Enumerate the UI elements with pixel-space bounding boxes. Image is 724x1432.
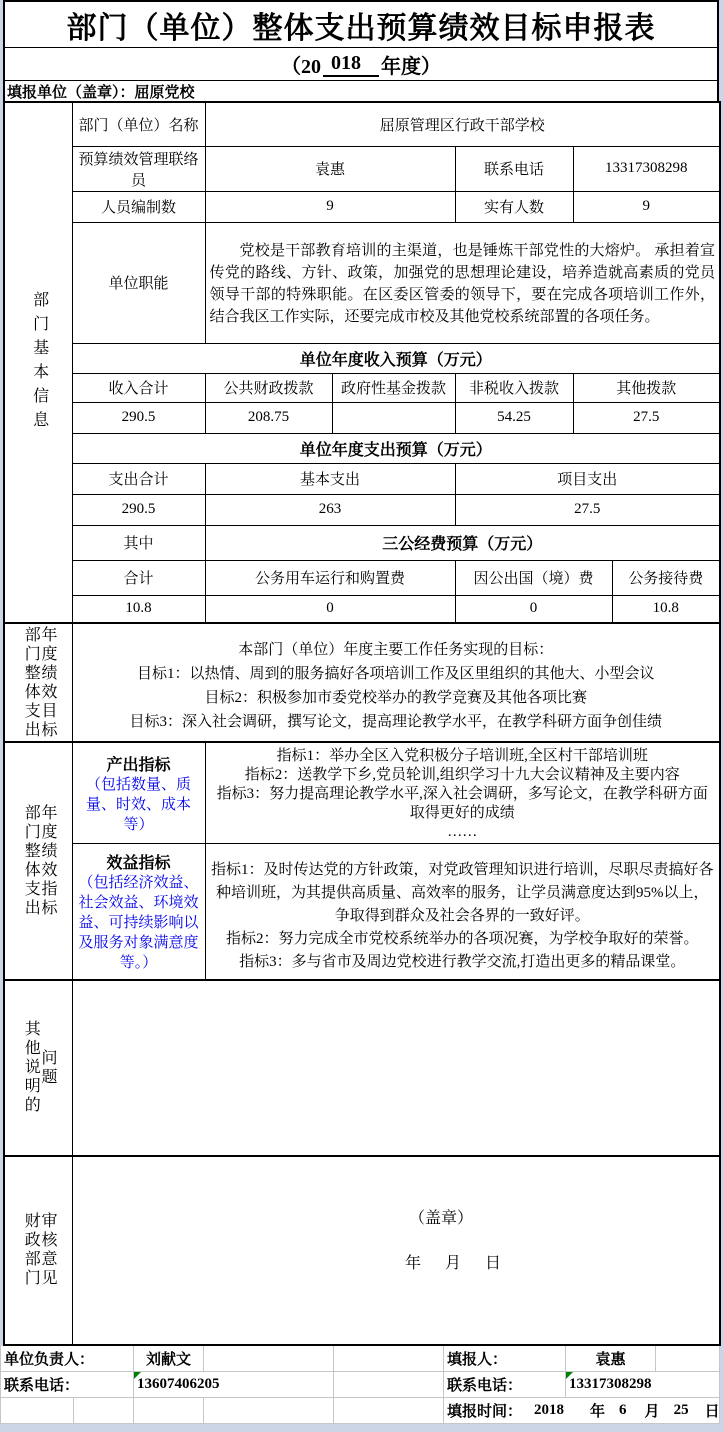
income-col-nontax: 非税收入拨款: [455, 373, 573, 402]
duty-text-cell: [205, 222, 720, 343]
form-year-subtitle: [5, 47, 717, 80]
subtitle-prefix: （20: [281, 55, 321, 78]
footer-empty-cell: [334, 1371, 444, 1397]
staff-quota-value: 9: [205, 191, 455, 222]
goal-item-1: 目标1：以热情、周到的服务搞好各项培训工作及区里组织的其他大、小型会议: [137, 665, 655, 682]
income-col-public-finance: 公共财政拨款: [205, 373, 332, 402]
day-suffix: 日: [704, 1403, 720, 1420]
output-indicator-cell: [205, 742, 720, 844]
tp-col-total: 合计: [72, 560, 205, 595]
unit-phone-number: 13607406205: [137, 1375, 220, 1392]
liaison-phone-value: 13317308298: [573, 146, 720, 191]
income-val-total: 290.5: [72, 402, 205, 433]
reporter-value: 袁惠: [566, 1346, 656, 1372]
unit-head-value: 刘献文: [134, 1346, 204, 1372]
tp-col-vehicle: 公务用车运行和购置费: [205, 560, 455, 595]
sidebar-basic-info-label: 部门基本信息: [30, 290, 48, 435]
sidebar-annual-goals: [4, 623, 72, 742]
year-fill-in: 018: [323, 52, 379, 77]
report-time-label: 填报时间：: [447, 1403, 523, 1420]
dept-name-label: 部门（单位）名称: [72, 102, 205, 146]
benefit-item-1: 指标1：及时传达党的方针政策，对党政管理知识进行培训，尽职尽责搞好各种培训班，为其提供高质量、高效率的服务，让学员满意度达到95%以上，争取得到群众及社会各界的一致好评。: [211, 861, 714, 924]
footer-empty-cell: [134, 1397, 204, 1423]
annual-goals-text: [77, 632, 716, 734]
output-item-1: 指标1：举办全区入党积极分子培训班,全区村干部培训班: [276, 748, 648, 764]
staff-actual-label: 实有人数: [455, 191, 573, 222]
output-item-2: 指标2：送教学下乡,党员轮训,组织学习十九大会议精神及主要内容: [244, 767, 680, 783]
goals-intro: 本部门（单位）年度主要工作任务实现的目标：: [238, 641, 554, 658]
sidebar-annual-indicators-col2: 年度绩效指标: [39, 803, 57, 918]
among-label: 其中: [72, 525, 205, 560]
other-notes-cell: [72, 980, 720, 1156]
income-val-nontax: 54.25: [455, 402, 573, 433]
reporter-phone-label: 联系电话：: [444, 1371, 566, 1397]
output-indicator-label: 产出指标: [106, 756, 171, 774]
sidebar-finance-review-col2: 审核意见: [39, 1212, 57, 1288]
three-public-header: 三公经费预算（万元）: [205, 525, 720, 560]
unit-head-label: 单位负责人：: [1, 1346, 134, 1372]
output-indicator-label-cell: [72, 742, 205, 844]
tp-val-total: 10.8: [72, 595, 205, 623]
output-item-3: 指标3：努力提高理论教学水平,深入社会调研，多写论文，在教学科研方面取得更好的成绩: [216, 786, 708, 821]
report-time-cell: [444, 1397, 720, 1423]
goal-item-2: 目标2：积极参加市委党校举办的教学竞赛及其他各项比赛: [204, 689, 588, 706]
staff-quota-label: 人员编制数: [72, 191, 205, 222]
income-col-total: 收入合计: [72, 373, 205, 402]
sidebar-annual-indicators: [4, 742, 72, 980]
exp-val-total: 290.5: [72, 494, 205, 525]
review-date-placeholder: 年 月 日: [405, 1255, 502, 1272]
footer-table: [0, 1346, 720, 1424]
cell-flag-icon: [134, 1372, 141, 1379]
footer-empty-cell: [74, 1397, 134, 1423]
reporting-unit-line: 填报单位（盖章）：屈原党校: [5, 80, 717, 101]
tp-val-vehicle: 0: [205, 595, 455, 623]
benefit-indicator-note: （包括经济效益、社会效益、环境效益、可持续影响以及服务对象满意度等。）: [78, 874, 199, 971]
income-val-public-finance: 208.75: [205, 402, 332, 433]
sidebar-other-notes-col2: 问题: [39, 1048, 57, 1087]
tp-val-reception: 10.8: [612, 595, 720, 623]
dept-name-value: 屈原管理区行政干部学校: [205, 102, 720, 146]
report-day: 25: [673, 1401, 689, 1418]
report-month: 6: [619, 1401, 627, 1418]
seal-placeholder: （盖章）: [409, 1210, 474, 1227]
report-year: 2018: [534, 1401, 565, 1418]
exp-col-total: 支出合计: [72, 463, 205, 494]
footer-empty-cell: [334, 1346, 444, 1372]
cell-flag-icon: [566, 1372, 573, 1379]
liaison-label: 预算绩效管理联络员: [72, 146, 205, 191]
tp-val-abroad: 0: [455, 595, 612, 623]
footer-empty-cell: [656, 1346, 720, 1372]
tp-col-reception: 公务接待费: [612, 560, 720, 595]
benefit-indicator-label: 效益指标: [106, 854, 171, 872]
sidebar-other-notes-col1: 其他说明的: [22, 1020, 40, 1115]
expenditure-section-header: 单位年度支出预算（万元）: [72, 433, 720, 463]
reporter-phone-number: 13317308298: [569, 1375, 652, 1392]
sidebar-annual-indicators-col1: 部门整体支出: [22, 803, 40, 918]
duty-label: 单位职能: [72, 222, 205, 343]
month-suffix: 月: [644, 1403, 660, 1420]
duty-text: 党校是干部教育培训的主渠道，也是锤炼干部党性的大熔炉。 承担着宣传党的路线、方针、政策，加强党的思想理论建设，培养造就高素质的党员领导干部的特殊职能。在区委区管委的领导下，要在完成各项培训工作外，结合我区工作实际，还要完成市校及其他党校系统部置的各项任务。: [209, 242, 716, 325]
output-indicator-note: （包括数量、质量、时效、成本等）: [85, 776, 191, 833]
output-indicator-text: [210, 744, 716, 842]
sidebar-other-notes: [4, 980, 72, 1156]
goal-item-3: 目标3：深入社会调研，撰写论文，提高理论教学水平，在教学科研方面争创佳绩: [129, 713, 663, 730]
benefit-indicator-label-cell: [72, 844, 205, 980]
sidebar-finance-review: [4, 1156, 72, 1345]
benefit-indicator-text: [210, 849, 716, 974]
benefit-item-3: 指标3：多与省市及周边党校进行教学交流,打造出更多的精品课堂。: [239, 953, 686, 970]
report-time: [447, 1400, 720, 1421]
liaison-value: 袁惠: [205, 146, 455, 191]
unit-phone-value: [134, 1371, 334, 1397]
sidebar-basic-info: [4, 102, 72, 623]
footer-empty-cell: [334, 1397, 444, 1423]
income-col-gov-fund: 政府性基金拨款: [332, 373, 455, 402]
exp-col-basic: 基本支出: [205, 463, 455, 494]
footer-empty-cell: [204, 1397, 334, 1423]
page-title: 部门（单位）整体支出预算绩效目标申报表: [66, 11, 656, 45]
output-item-ellipsis: ……: [447, 824, 478, 840]
sidebar-annual-goals-col1: 部门整体支出: [22, 625, 40, 740]
tp-col-abroad: 因公出国（境）费: [455, 560, 612, 595]
sidebar-annual-goals-col2: 年度绩效目标: [39, 625, 57, 740]
income-col-other: 其他拨款: [573, 373, 720, 402]
finance-review-cell: [72, 1156, 720, 1345]
benefit-item-2: 指标2：努力完成全市党校系统举办的各项况赛，为学校争取好的荣誉。: [226, 930, 699, 947]
staff-actual-value: 9: [573, 191, 720, 222]
footer-empty-cell: [1, 1397, 74, 1423]
income-val-gov-fund: [332, 402, 455, 433]
footer-empty-cell: [204, 1346, 334, 1372]
income-val-other: 27.5: [573, 402, 720, 433]
annual-goals-cell: [72, 623, 720, 742]
exp-val-project: 27.5: [455, 494, 720, 525]
unit-phone-label: 联系电话：: [1, 1371, 134, 1397]
benefit-indicator-cell: [205, 844, 720, 980]
reporter-label: 填报人：: [444, 1346, 566, 1372]
income-section-header: 单位年度收入预算（万元）: [72, 343, 720, 373]
finance-review-content: [77, 1205, 716, 1295]
form-header: [3, 0, 719, 101]
liaison-phone-label: 联系电话: [455, 146, 573, 191]
main-form-table: [3, 101, 721, 1346]
reporter-phone-value: [566, 1371, 720, 1397]
sidebar-finance-review-col1: 财政部门: [22, 1212, 40, 1288]
exp-val-basic: 263: [205, 494, 455, 525]
subtitle-suffix: 年度）: [381, 55, 441, 78]
year-suffix: 年: [590, 1403, 606, 1420]
exp-col-project: 项目支出: [455, 463, 720, 494]
